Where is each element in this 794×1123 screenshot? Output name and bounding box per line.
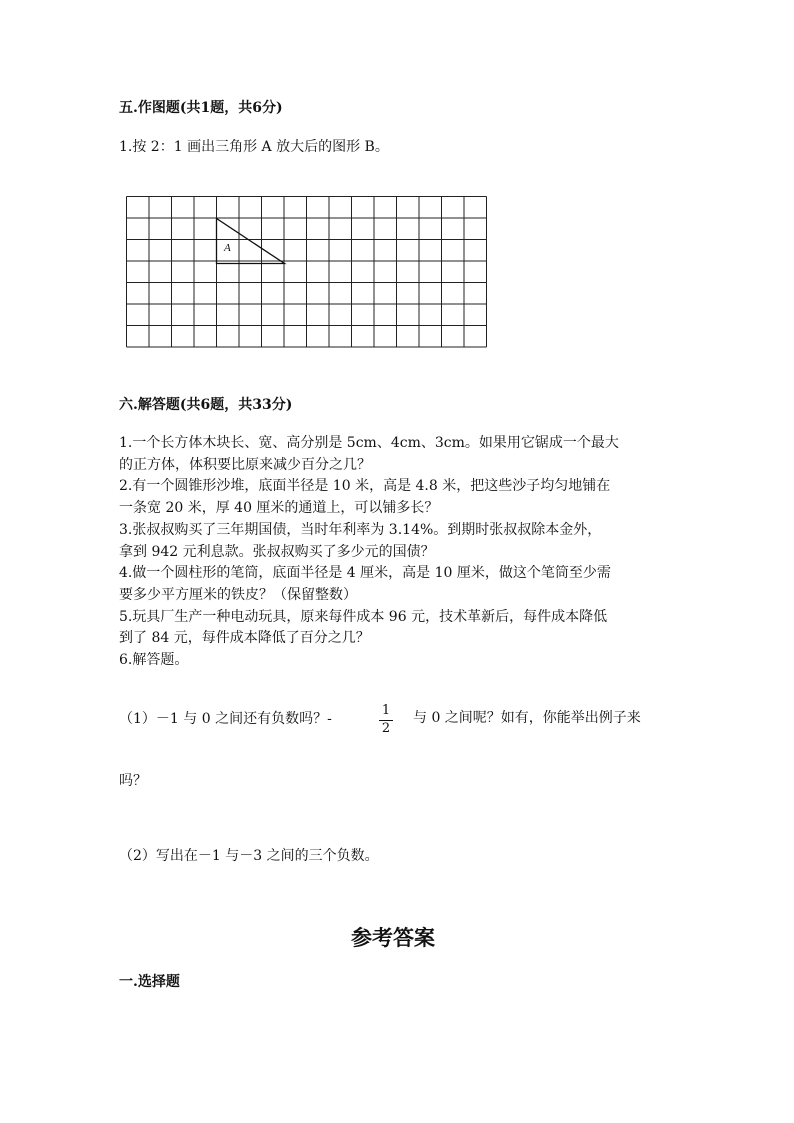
answer-question-line: 的正方体，体积要比原来减少百分之几？: [119, 456, 371, 473]
sub-question-1-part1: （1）－1 与 0 之间还有负数吗？-: [119, 711, 332, 727]
drawing-grid: [126, 196, 490, 354]
answer-question-line: 5.玩具厂生产一种电动玩具，原来每件成本 96 元，技术革新后，每件成本降低: [119, 608, 608, 625]
answer-section-1-title: 一.选择题: [119, 974, 180, 990]
fraction-denominator: 2: [381, 721, 391, 736]
answer-question-line: 6.解答题。: [119, 652, 189, 668]
answer-question-line: 2.有一个圆锥形沙堆，底面半径是 10 米，高是 4.8 米，把这些沙子均匀地铺在: [119, 478, 611, 495]
answer-question-line: 一条宽 20 米，厚 40 厘米的通道上，可以铺多长？: [119, 500, 439, 517]
fraction-numerator: 1: [381, 703, 391, 718]
triangle-a: [217, 219, 285, 264]
section-6-title: 六.解答题(共6题，共33分): [119, 397, 293, 413]
answer-question-line: 到了 84 元，每件成本降低了百分之几？: [119, 630, 370, 647]
question-5-1: 1.按 2：1 画出三角形 A 放大后的图形 B。: [119, 139, 389, 155]
sub-question-1-continued: 吗？: [119, 773, 147, 789]
answer-question-line: 拿到 942 元利息款。张叔叔购买了多少元的国债？: [119, 543, 435, 560]
triangle-a-label: A: [224, 242, 231, 254]
sub-question-1-part2: 与 0 之间呢？如有，你能举出例子来: [413, 710, 641, 726]
answer-question-line: 要多少平方厘米的铁皮？（保留整数）: [119, 586, 357, 603]
answer-question-line: 1.一个长方体木块长、宽、高分别是 5cm、4cm、3cm。如果用它锯成一个最大: [119, 435, 619, 451]
answer-question-line: 3.张叔叔购买了三年期国债，当时年利率为 3.14%。到期时张叔叔除本金外，: [119, 521, 602, 538]
answer-key-title: 参考答案: [351, 925, 435, 950]
grid-svg: [126, 196, 490, 350]
sub-question-2: （2）写出在－1 与－3 之间的三个负数。: [119, 848, 379, 864]
section-5-title: 五.作图题(共1题，共6分): [119, 100, 283, 116]
answer-question-line: 4.做一个圆柱形的笔筒，底面半径是 4 厘米，高是 10 厘米，做这个笔筒至少需: [119, 565, 611, 582]
